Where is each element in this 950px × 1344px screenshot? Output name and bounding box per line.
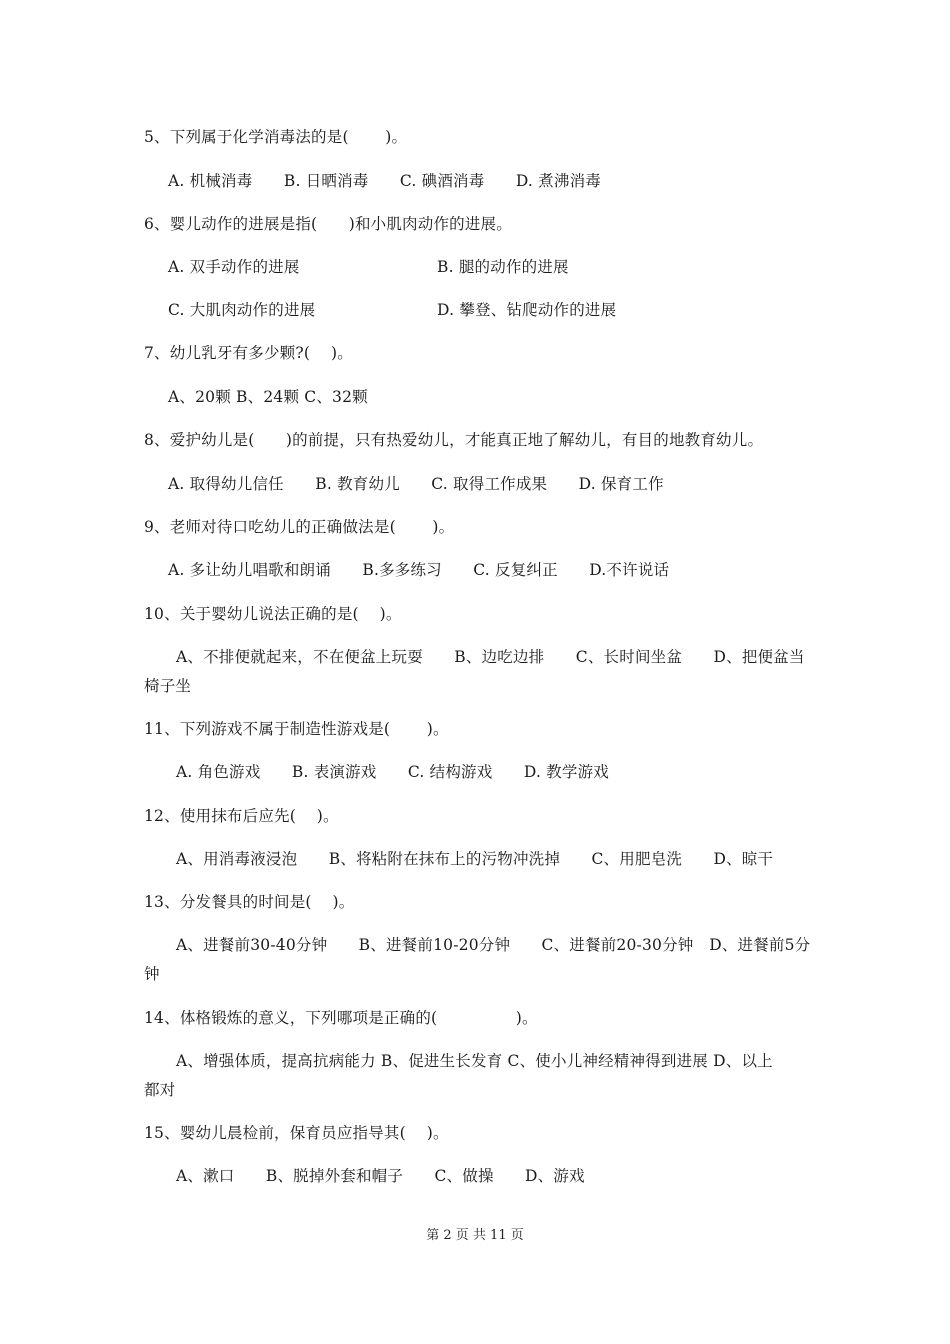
question-14-stem: 14、体格锻炼的意义，下列哪项是正确的( )。: [144, 1009, 538, 1027]
question-10-stem: 10、关于婴幼儿说法正确的是( )。: [144, 605, 402, 623]
question-9-stem: 9、老师对待口吃幼儿的正确做法是( )。: [144, 518, 455, 536]
page-number-footer: 第 2 页 共 11 页: [426, 1228, 524, 1243]
question-11-options: A. 角色游戏 B. 表演游戏 C. 结构游戏 D. 教学游戏: [176, 763, 609, 781]
question-13-options-line2: 钟: [144, 965, 160, 983]
question-7-stem: 7、幼儿乳牙有多少颗?( )。: [144, 344, 353, 362]
question-14-options-line2: 都对: [144, 1081, 176, 1099]
question-10-options-line2: 椅子坐: [144, 677, 192, 695]
question-7-options: A、20颗 B、24颗 C、32颗: [168, 388, 368, 406]
question-8-options: A. 取得幼儿信任 B. 教育幼儿 C. 取得工作成果 D. 保育工作: [168, 475, 664, 493]
question-14-options-line1: A、增强体质，提高抗病能力 B、促进生长发育 C、使小儿神经精神得到进展 D、以上: [176, 1052, 773, 1070]
question-5-options: A. 机械消毒 B. 日晒消毒 C. 碘酒消毒 D. 煮沸消毒: [168, 172, 601, 190]
question-15-stem: 15、婴幼儿晨检前，保育员应指导其( )。: [144, 1124, 449, 1142]
question-9-options: A. 多让幼儿唱歌和朗诵 B.多多练习 C. 反复纠正 D.不许说话: [168, 561, 670, 579]
question-5-stem: 5、下列属于化学消毒法的是( )。: [144, 128, 408, 146]
question-8-stem: 8、爱护幼儿是( )的前提，只有热爱幼儿，才能真正地了解幼儿，有目的地教育幼儿。: [144, 431, 764, 449]
question-13-stem: 13、分发餐具的时间是( )。: [144, 893, 355, 911]
question-6-option-c: C. 大肌肉动作的进展: [168, 301, 316, 319]
question-15-options: A、漱口 B、脱掉外套和帽子 C、做操 D、游戏: [176, 1167, 585, 1185]
question-13-options-line1: A、进餐前30-40分钟 B、进餐前10-20分钟 C、进餐前20-30分钟 D、进餐前5分: [176, 936, 811, 954]
question-6-option-b: B. 腿的动作的进展: [437, 258, 569, 276]
question-6-option-a: A. 双手动作的进展: [168, 258, 300, 276]
question-11-stem: 11、下列游戏不属于制造性游戏是( )。: [144, 720, 449, 738]
question-6-stem: 6、婴儿动作的进展是指( )和小肌肉动作的进展。: [144, 215, 512, 233]
question-10-options-line1: A、不排便就起来，不在便盆上玩耍 B、边吃边排 C、长时间坐盆 D、把便盆当: [176, 648, 805, 666]
question-12-stem: 12、使用抹布后应先( )。: [144, 807, 339, 825]
question-6-option-d: D. 攀登、钻爬动作的进展: [437, 301, 617, 319]
question-12-options: A、用消毒液浸泡 B、将粘附在抹布上的污物冲洗掉 C、用肥皂洗 D、晾干: [176, 850, 774, 868]
